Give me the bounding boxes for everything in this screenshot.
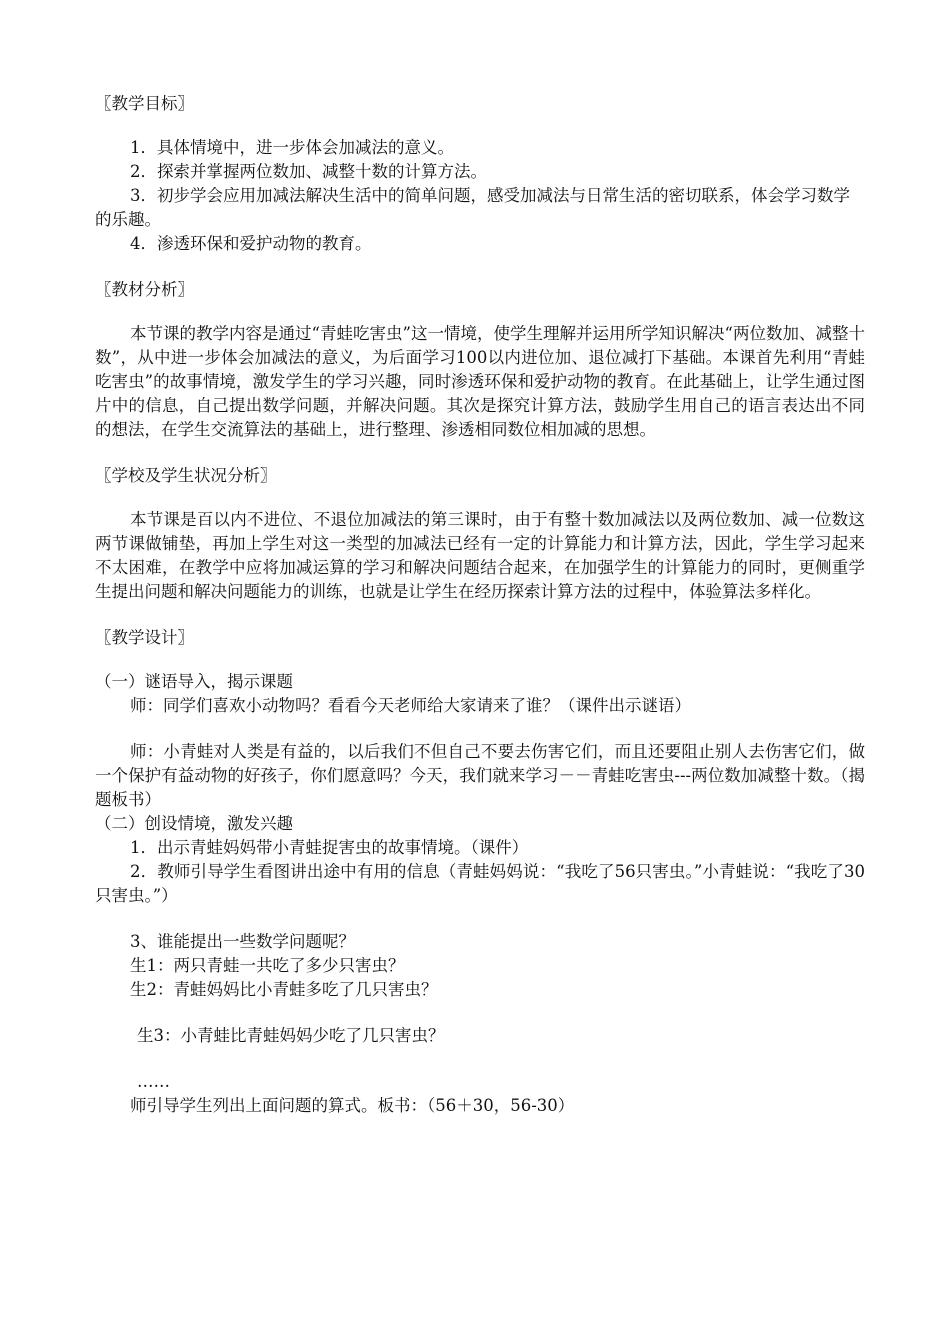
goal-item-1: 1．具体情境中，进一步体会加减法的意义。 (130, 138, 454, 157)
part1-title: （一）谜语导入，揭示课题 (95, 672, 293, 691)
ellipsis: …… (137, 1072, 170, 1091)
board-line: 师引导学生列出上面问题的算式。板书：（56＋30，56-30） (130, 1096, 575, 1115)
part1-line1: 师：同学们喜欢小动物吗？看看今天老师给大家请来了谁？（课件出示谜语） (130, 696, 691, 715)
document-page (95, 92, 865, 1118)
student-question-3: 生3：小青蛙比青蛙妈妈少吃了几只害虫？ (137, 1026, 445, 1045)
goal-item-4: 4．渗透环保和爱护动物的教育。 (130, 234, 372, 253)
goal-item-3: 3．初步学会应用加减法解决生活中的简单问题，感受加减法与日常生活的密切联系，体会学习数学的乐趣。 (95, 186, 850, 229)
part1-line2: 师：小青蛙对人类是有益的，以后我们不但自己不要去伤害它们，而且还要阻止别人去伤害它们，做一个保护有益动物的好孩子，你们愿意吗？今天，我们就来学习－－青蛙吃害虫---两位数加减整十数。（揭题板书） (95, 742, 865, 809)
section-heading-design: 〖教学设计〗 (95, 628, 194, 647)
part2-item2: 2．教师引导学生看图讲出途中有用的信息（青蛙妈妈说：“我吃了56只害虫。”小青蛙说：“我吃了30只害虫。”） (95, 862, 865, 905)
section-heading-goals: 〖教学目标〗 (95, 94, 194, 113)
part2-item1: 1．出示青蛙妈妈带小青蛙捉害虫的故事情境。（课件） (130, 838, 529, 857)
student-question-1: 生1：两只青蛙一共吃了多少只害虫？ (130, 956, 405, 975)
part2-title: （二）创设情境，激发兴趣 (95, 814, 293, 833)
student-question-2: 生2：青蛙妈妈比小青蛙多吃了几只害虫？ (130, 980, 438, 999)
section-heading-material: 〖教材分析〗 (95, 280, 194, 299)
students-paragraph: 本节课是百以内不进位、不退位加减法的第三课时，由于有整十数加减法以及两位数加、减一位数这两节课做铺垫，再加上学生对这一类型的加减法已经有一定的计算能力和计算方法，因此，学生学习起来不太困难，在教学中应将加减运算的学习和解决问题结合起来，在加强学生的计算能力的同时，更侧重学生提出问题和解决问题能力的训练，也就是让学生在经历探索计算方法的过程中，体验算法多样化。 (95, 510, 865, 601)
material-paragraph: 本节课的教学内容是通过“青蛙吃害虫”这一情境，使学生理解并运用所学知识解决“两位数加、减整十数”，从中进一步体会加减法的意义，为后面学习100以内进位加、退位减打下基础。本课首先利用“青蛙吃害虫”的故事情境，激发学生的学习兴趣，同时渗透环保和爱护动物的教育。在此基础上，让学生通过图片中的信息，自己提出数学问题，并解决问题。其次是探究计算方法，鼓励学生用自己的语言表达出不同的想法，在学生交流算法的基础上，进行整理、渗透相同数位相加减的思想。 (95, 324, 865, 439)
goal-item-2: 2．探索并掌握两位数加、减整十数的计算方法。 (130, 162, 487, 181)
part2-item3: 3、谁能提出一些数学问题呢？ (130, 932, 355, 951)
section-heading-students: 〖学校及学生状况分析〗 (95, 466, 277, 485)
